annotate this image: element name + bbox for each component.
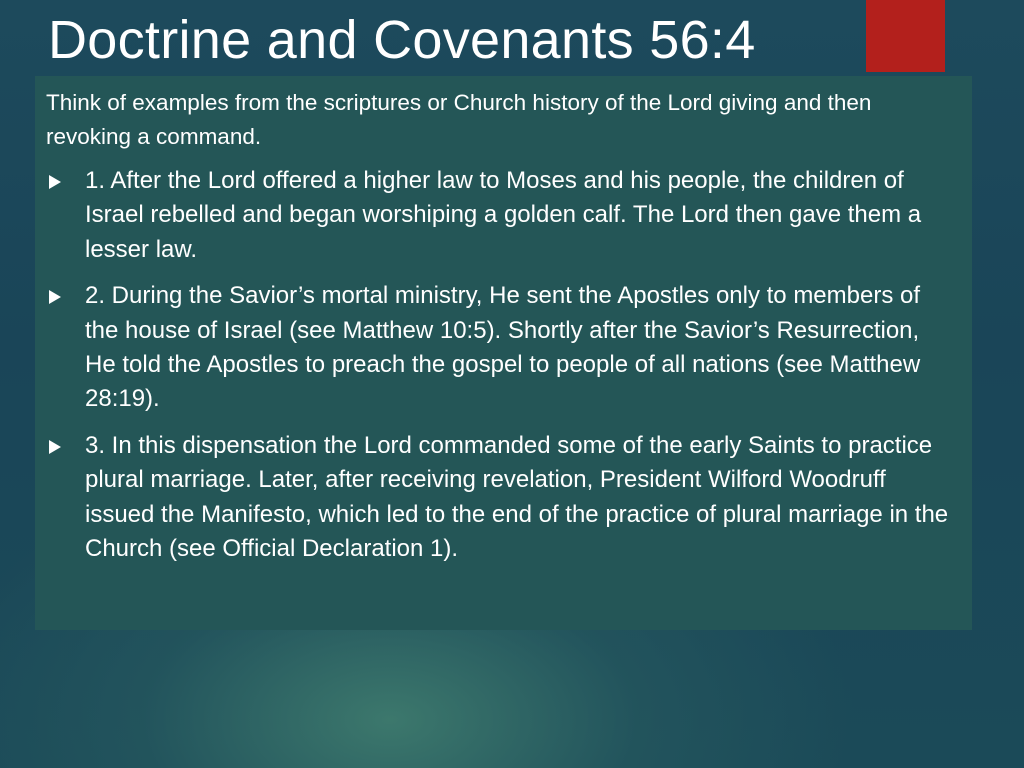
- bullet-item: [46, 164, 950, 267]
- intro-text: Think of examples from the scriptures or Church history of the Lord giving and then revoking a command.: [46, 90, 872, 149]
- content-box: [35, 76, 972, 630]
- triangle-right-icon: [49, 175, 61, 189]
- triangle-right-icon: [49, 290, 61, 304]
- bullet-text: 1. After the Lord offered a higher law to Moses and his people, the children of Israel rebelled and began worshiping a golden calf. The Lord then gave them a lesser law.: [85, 167, 922, 263]
- title-accent-bar: [866, 0, 945, 72]
- bullet-text: 3. In this dispensation the Lord commanded some of the early Saints to practice plural marriage. Later, after receiving revelation, President Wilford Woodruff issued the Manifesto, which led to the end of the practice of plural marriage in the Church (see Official Declaration 1).: [85, 431, 949, 563]
- bullet-item: [46, 429, 950, 567]
- bullet-list: [46, 164, 950, 566]
- slide-title: Doctrine and Covenants 56:4: [48, 10, 756, 70]
- bullet-text: 2. During the Savior’s mortal ministry, He sent the Apostles only to members of the house of Israel (see Matthew 10:5). Shortly after the Savior’s Resurrection, He told the Apostles to preach the gospel to people of all nations (see Matthew 28:19).: [85, 282, 921, 413]
- bullet-item: [46, 279, 950, 417]
- triangle-right-icon: [49, 440, 61, 454]
